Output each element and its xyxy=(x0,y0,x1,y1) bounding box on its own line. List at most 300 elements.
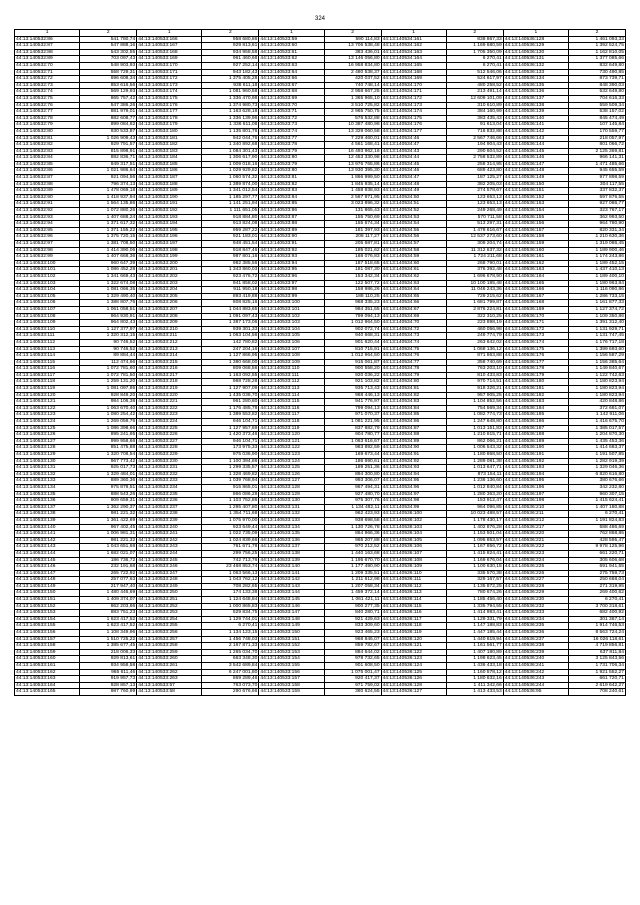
cadastral-value-cell: 249 268,49 xyxy=(446,208,503,215)
cadastral-value-cell: 927 086,77 xyxy=(568,201,625,208)
cadastral-value-cell: 1 160 578,12 xyxy=(446,669,503,676)
cadastral-value-cell: 4 561 168,41 xyxy=(324,142,381,149)
cadastral-value-cell: 964 096,85 xyxy=(446,504,503,511)
cadastral-value-cell: 1 705 350,09 xyxy=(446,49,503,56)
cadastral-number-cell: 44:13:140533:157 xyxy=(15,636,80,643)
cadastral-number-cell: 44:13:140536:146 xyxy=(503,155,568,162)
cadastral-number-cell: 44:13:140532:92 xyxy=(15,208,80,215)
table-row xyxy=(15,267,626,274)
cadastral-value-cell: 1 391 312,40 xyxy=(568,320,625,327)
cadastral-value-cell: 1 440 619,94 xyxy=(446,636,503,643)
cadastral-number-cell: 44:13:140536:172 xyxy=(503,326,568,333)
cadastral-number-cell: 44:13:140533:239 xyxy=(137,517,202,524)
cadastral-number-cell: 44:13:140534:83 xyxy=(381,399,446,406)
cadastral-number-cell: 44:13:140534:82 xyxy=(381,392,446,399)
cadastral-value-cell: 1 416 675,70 xyxy=(568,419,625,426)
cadastral-number-cell: 44:13:140533:156 xyxy=(259,669,324,676)
cadastral-number-cell: 44:13:140536:107 xyxy=(381,550,446,557)
cadastral-value-cell: 928 849,20 xyxy=(80,392,137,399)
cadastral-number-cell: 44:13:140533:192 xyxy=(137,208,202,215)
cadastral-value-cell: 428 595,47 xyxy=(568,537,625,544)
cadastral-value-cell: 1 103 752,86 xyxy=(202,498,259,505)
cadastral-number-cell: 44:13:140533:243 xyxy=(137,544,202,551)
table-row xyxy=(15,405,626,412)
cadastral-value-cell: 13 146 056,80 xyxy=(324,56,381,63)
cadastral-value-cell: 309 204,74 xyxy=(446,241,503,248)
cadastral-number-cell: 44:13:140536:195 xyxy=(503,478,568,485)
cadastral-number-cell: 44:13:140536:128 xyxy=(503,36,568,43)
cadastral-value-cell: 935 713,43 xyxy=(324,386,381,393)
cadastral-value-cell: 962 423,93 xyxy=(324,511,381,518)
cadastral-number-cell: 44:13:140536:143 xyxy=(503,135,568,142)
table-row xyxy=(15,287,626,294)
cadastral-value-cell: 949 317,51 xyxy=(80,161,137,168)
cadastral-value-cell: 964 930,91 xyxy=(80,313,137,320)
cadastral-value-cell: 1 169 680,59 xyxy=(446,43,503,50)
cadastral-value-cell: 90 746,52 xyxy=(80,346,137,353)
cadastral-number-cell: 44:13:140532:71 xyxy=(15,69,80,76)
cadastral-number-cell: 44:13:140533:139 xyxy=(259,557,324,564)
cadastral-number-cell: 44:13:140536:184 xyxy=(503,405,568,412)
cadastral-value-cell: 889 360,36 xyxy=(80,478,137,485)
cadastral-value-cell: 460 056,98 xyxy=(446,326,503,333)
cadastral-value-cell: 1 341 012,54 xyxy=(202,188,259,195)
cadastral-number-cell: 44:13:140536:149 xyxy=(503,175,568,182)
cadastral-number-cell: 44:13:140533:144 xyxy=(15,550,80,557)
cadastral-value-cell: 975 879,51 xyxy=(80,484,137,491)
cadastral-number-cell: 44:13:140533:101 xyxy=(15,267,80,274)
cadastral-number-cell: 44:13:140534:73 xyxy=(381,333,446,340)
cadastral-value-cell: 16 026 118,61 xyxy=(568,636,625,643)
cadastral-value-cell: 1 440 163,68 xyxy=(324,550,381,557)
cadastral-number-cell: 44:13:140533:196 xyxy=(137,234,202,241)
cadastral-value-cell: 1 381 708,50 xyxy=(80,241,137,248)
table-row xyxy=(15,491,626,498)
cadastral-value-cell: 1 169 676,04 xyxy=(446,557,503,564)
cadastral-value-cell: 754 569,34 xyxy=(446,405,503,412)
cadastral-number-cell: 44:13:140533:130 xyxy=(15,458,80,465)
cadastral-number-cell: 44:13:140533:205 xyxy=(137,293,202,300)
cadastral-value-cell: 1 063 670,40 xyxy=(80,405,137,412)
cadastral-value-cell: 859 782,67 xyxy=(324,643,381,650)
cadastral-value-cell: 9 978 125,96 xyxy=(568,544,625,551)
cadastral-number-cell: 44:13:140533:125 xyxy=(259,465,324,472)
cadastral-value-cell: 1 681 799,87 xyxy=(446,300,503,307)
cadastral-number-cell: 44:13:140533:164 xyxy=(15,682,80,689)
cadastral-number-cell: 44:13:140533:61 xyxy=(259,49,324,56)
cadastral-number-cell: 44:13:140534:165 xyxy=(381,62,446,69)
cadastral-number-cell: 44:13:140533:120 xyxy=(15,392,80,399)
cadastral-value-cell: 918 884,80 xyxy=(202,214,259,221)
table-row xyxy=(15,623,626,630)
cadastral-number-cell: 44:13:140533:246 xyxy=(137,564,202,571)
cadastral-value-cell: 1 436 433,18 xyxy=(446,663,503,670)
cadastral-number-cell: 44:13:140532:95 xyxy=(15,227,80,234)
cadastral-number-cell: 44:13:140534:169 xyxy=(381,76,446,83)
cadastral-number-cell: 44:13:140536:122 xyxy=(381,649,446,656)
cadastral-number-cell: 44:13:140533:201 xyxy=(137,267,202,274)
cadastral-number-cell: 44:13:140533:153 xyxy=(259,649,324,656)
cadastral-value-cell: 274 578,67 xyxy=(446,188,503,195)
cadastral-value-cell: 342 232,80 xyxy=(568,484,625,491)
cadastral-value-cell: 1 127 374,72 xyxy=(568,306,625,313)
cadastral-value-cell: 1 100 394,86 xyxy=(202,458,259,465)
cadastral-value-cell: 871 863,88 xyxy=(446,353,503,360)
cadastral-number-cell: 44:13:140533:215 xyxy=(137,359,202,366)
cadastral-value-cell: 383 435,43 xyxy=(446,115,503,122)
cadastral-value-cell: 383 436,01 xyxy=(324,49,381,56)
cadastral-number-cell: 44:13:140533:224 xyxy=(137,419,202,426)
cadastral-number-cell: 44:13:140536:110 xyxy=(381,570,446,577)
cadastral-value-cell: 761 671,78 xyxy=(202,544,259,551)
cadastral-number-cell: 44:13:140533:60 xyxy=(259,43,324,50)
cadastral-number-cell: 44:13:140533:172 xyxy=(137,76,202,83)
cadastral-value-cell: 420 848,86 xyxy=(568,399,625,406)
table-row xyxy=(15,452,626,459)
cadastral-value-cell: 1 072 781,60 xyxy=(80,366,137,373)
cadastral-value-cell: 299 756,25 xyxy=(202,550,259,557)
cadastral-value-cell: 943 182,43 xyxy=(202,69,259,76)
cadastral-number-cell: 44:13:140533:138 xyxy=(15,511,80,518)
cadastral-value-cell: 1 322 674,08 xyxy=(80,280,137,287)
cadastral-value-cell: 1 921 552,27 xyxy=(568,669,625,676)
cadastral-value-cell: 12 609 101,09 xyxy=(446,95,503,102)
cadastral-value-cell: 968 846,07 xyxy=(324,636,381,643)
cadastral-value-cell: 543 302,55 xyxy=(80,49,137,56)
cadastral-value-cell: 1 375 720,15 xyxy=(80,234,137,241)
cadastral-number-cell: 44:13:140536:133 xyxy=(503,69,568,76)
cadastral-number-cell: 44:13:140533:226 xyxy=(137,432,202,439)
cadastral-number-cell: 44:13:140534:85 xyxy=(381,412,446,419)
cadastral-number-cell: 44:13:140533:112 xyxy=(15,339,80,346)
cadastral-number-cell: 44:13:140533:217 xyxy=(137,372,202,379)
cadastral-number-cell: 44:13:140536:166 xyxy=(503,287,568,294)
cadastral-value-cell: 3 700 318,61 xyxy=(568,603,625,610)
cadastral-number-cell: 44:13:140533:170 xyxy=(137,62,202,69)
cadastral-number-cell: 44:13:140533:110 xyxy=(259,366,324,373)
cadastral-number-cell: 44:13:140536:175 xyxy=(503,346,568,353)
cadastral-number-cell: 44:13:140533:190 xyxy=(137,194,202,201)
cadastral-value-cell: 559 509,34 xyxy=(568,102,625,109)
cadastral-number-cell: 44:13:140534:51 xyxy=(381,201,446,208)
cadastral-value-cell: 310 610,89 xyxy=(446,102,503,109)
cadastral-value-cell: 1 399 693,60 xyxy=(568,346,625,353)
cadastral-number-cell: 44:13:140533:124 xyxy=(15,419,80,426)
cadastral-value-cell: 155 750,69 xyxy=(324,214,381,221)
cadastral-number-cell: 44:13:140533:218 xyxy=(137,379,202,386)
cadastral-number-cell: 44:13:140533:152 xyxy=(15,603,80,610)
cadastral-number-cell: 44:13:140533:140 xyxy=(259,564,324,571)
cadastral-value-cell: 1 012 964,50 xyxy=(324,353,381,360)
cadastral-value-cell: 1 341 669,43 xyxy=(80,273,137,280)
cadastral-value-cell: 1 149 840,67 xyxy=(568,366,625,373)
cadastral-number-cell: 44:13:140533:113 xyxy=(15,346,80,353)
cadastral-number-cell: 44:13:140532:86 xyxy=(15,168,80,175)
cadastral-number-cell: 44:13:140536:224 xyxy=(503,557,568,564)
cadastral-value-cell: 696 608,34 xyxy=(80,76,137,83)
cadastral-value-cell: 938 611,18 xyxy=(202,82,259,89)
cadastral-number-cell: 44:13:140533:221 xyxy=(137,399,202,406)
cadastral-value-cell: 1 111 651,05 xyxy=(202,208,259,215)
cadastral-value-cell: 1 013 647,71 xyxy=(446,465,503,472)
table-row xyxy=(15,630,626,637)
cadastral-value-cell: 1 081 097,86 xyxy=(80,386,137,393)
cadastral-value-cell: 1 029 929,82 xyxy=(202,168,259,175)
cadastral-number-cell: 44:13:140533:68 xyxy=(259,89,324,96)
cadastral-value-cell: 187 125,27 xyxy=(446,175,503,182)
cadastral-value-cell: 967 494,31 xyxy=(324,484,381,491)
table-row xyxy=(15,254,626,261)
cadastral-number-cell: 44:13:140534:171 xyxy=(381,89,446,96)
cadastral-value-cell: 1 623 417,52 xyxy=(80,623,137,630)
cadastral-value-cell: 538 157,02 xyxy=(568,109,625,116)
cadastral-number-cell: 44:13:140534:93 xyxy=(381,465,446,472)
cadastral-value-cell: 940 668,31 xyxy=(324,333,381,340)
cadastral-number-cell: 44:13:140534:94 xyxy=(381,471,446,478)
cadastral-value-cell: 984 106,38 xyxy=(80,399,137,406)
cadastral-value-cell: 524 617,97 xyxy=(446,76,503,83)
cadastral-number-cell: 44:13:140533:106 xyxy=(15,300,80,307)
cadastral-value-cell: 1 006 543,32 xyxy=(446,445,503,452)
table-row xyxy=(15,148,626,155)
cadastral-value-cell: 1 127 907,09 xyxy=(202,386,259,393)
cadastral-number-cell: 44:13:140536:157 xyxy=(503,227,568,234)
cadastral-number-cell: 44:13:140533:108 xyxy=(15,313,80,320)
table-row xyxy=(15,531,626,538)
cadastral-value-cell: 6 270,41 xyxy=(202,623,259,630)
cadastral-number-cell: 44:13:140532:86 xyxy=(15,36,80,43)
cadastral-number-cell: 44:13:140533:140 xyxy=(15,524,80,531)
table-row xyxy=(15,306,626,313)
cadastral-number-cell: 44:13:140533:149 xyxy=(15,583,80,590)
cadastral-number-cell: 44:13:140532:89 xyxy=(15,56,80,63)
table-row xyxy=(15,109,626,116)
table-row xyxy=(15,333,626,340)
cadastral-number-cell: 44:13:140536:182 xyxy=(503,392,568,399)
cadastral-value-cell: 958 680,86 xyxy=(202,36,259,43)
cadastral-number-cell: 44:13:140533:102 xyxy=(15,273,80,280)
cadastral-number-cell: 44:13:140536:243 xyxy=(503,676,568,683)
cadastral-value-cell: 1 161 561,77 xyxy=(446,643,503,650)
cadastral-value-cell: 921 094,56 xyxy=(80,175,137,182)
cadastral-value-cell: 1 163 628,18 xyxy=(202,109,259,116)
cadastral-number-cell: 44:13:140533:200 xyxy=(137,260,202,267)
cadastral-value-cell: 1 177 490,90 xyxy=(324,564,381,571)
cadastral-number-cell: 44:13:140533:62 xyxy=(259,56,324,63)
cadastral-number-cell: 44:13:140533:82 xyxy=(259,181,324,188)
cadastral-number-cell: 44:13:140533:182 xyxy=(137,142,202,149)
cadastral-number-cell: 44:13:140536:226 xyxy=(503,570,568,577)
cadastral-value-cell: 895 241,65 xyxy=(80,432,137,439)
cadastral-number-cell: 44:13:140536:222 xyxy=(503,544,568,551)
cadastral-value-cell: 1 402 876,28 xyxy=(446,524,503,531)
cadastral-value-cell: 961 460,68 xyxy=(202,56,259,63)
cadastral-value-cell: 1 043 651,68 xyxy=(80,544,137,551)
cadastral-number-cell: 44:13:140534:161 xyxy=(381,36,446,43)
cadastral-value-cell: 250 668,04 xyxy=(568,577,625,584)
cadastral-value-cell: 1 866 999,50 xyxy=(324,175,381,182)
cadastral-number-cell: 44:13:140536:124 xyxy=(381,663,446,670)
cadastral-number-cell: 44:13:140533:155 xyxy=(15,623,80,630)
cadastral-value-cell: 1 127 866,95 xyxy=(202,353,259,360)
cadastral-number-cell: 44:13:140533:150 xyxy=(259,630,324,637)
cadastral-number-cell: 44:13:140533:98 xyxy=(259,287,324,294)
cadastral-number-cell: 44:13:140533:245 xyxy=(137,557,202,564)
cadastral-value-cell: 558 729,31 xyxy=(80,69,137,76)
table-row xyxy=(15,142,626,149)
cadastral-value-cell: 945 655,59 xyxy=(568,168,625,175)
cadastral-value-cell: 893 419,88 xyxy=(202,293,259,300)
cadastral-value-cell: 799 094,13 xyxy=(324,313,381,320)
cadastral-value-cell: 763 073,70 xyxy=(202,682,259,689)
cadastral-number-cell: 44:13:140533:133 xyxy=(259,517,324,524)
cadastral-value-cell: 1 420 373,46 xyxy=(202,432,259,439)
cadastral-number-cell: 44:13:140533:92 xyxy=(259,247,324,254)
cadastral-number-cell: 44:13:140536:108 xyxy=(381,557,446,564)
cadastral-number-cell: 44:13:140532:87 xyxy=(15,175,80,182)
cadastral-number-cell: 44:13:140533:173 xyxy=(137,82,202,89)
cadastral-number-cell: 44:13:140533:203 xyxy=(137,280,202,287)
cadastral-number-cell: 44:13:140534:64 xyxy=(381,287,446,294)
cadastral-value-cell: 3 542 689,84 xyxy=(202,663,259,670)
cadastral-value-cell: 964 780,90 xyxy=(568,221,625,228)
cadastral-number-cell: 44:13:140533:129 xyxy=(259,491,324,498)
table-row xyxy=(15,386,626,393)
cadastral-number-cell: 44:13:140536:141 xyxy=(503,122,568,129)
cadastral-value-cell: 1 289 081,38 xyxy=(446,458,503,465)
table-row xyxy=(15,597,626,604)
cadastral-number-cell: 44:13:140533:137 xyxy=(259,544,324,551)
cadastral-number-cell: 44:13:140533:255 xyxy=(137,623,202,630)
cadastral-value-cell: 915 865,01 xyxy=(202,484,259,491)
cadastral-number-cell: 44:13:140533:127 xyxy=(15,438,80,445)
cadastral-value-cell: 851 475,88 xyxy=(80,445,137,452)
cadastral-number-cell: 44:13:140533:139 xyxy=(15,517,80,524)
cadastral-value-cell: 923 649,44 xyxy=(202,524,259,531)
table-row xyxy=(15,122,626,129)
cadastral-value-cell: 16 958 834,80 xyxy=(324,62,381,69)
cadastral-number-cell: 44:13:140533:86 xyxy=(259,208,324,215)
cadastral-number-cell: 44:13:140533:263 xyxy=(137,676,202,683)
cadastral-value-cell: 920 036,22 xyxy=(324,372,381,379)
cadastral-value-cell: 1 185 456,40 xyxy=(446,597,503,604)
cadastral-number-cell: 44:13:140533:251 xyxy=(137,597,202,604)
cadastral-value-cell: 934 958,58 xyxy=(202,49,259,56)
table-row xyxy=(15,353,626,360)
cadastral-value-cell: 984 351,55 xyxy=(324,306,381,313)
cadastral-value-cell: 661 720,71 xyxy=(568,676,625,683)
cadastral-number-cell: 44:13:140533:69 xyxy=(259,95,324,102)
cadastral-number-cell: 44:13:140533:179 xyxy=(137,122,202,129)
cadastral-number-cell: 44:13:140533:242 xyxy=(137,537,202,544)
table-row xyxy=(15,326,626,333)
cadastral-number-cell: 44:13:140534:81 xyxy=(381,386,446,393)
table-row xyxy=(15,399,626,406)
cadastral-number-cell: 44:13:140533:107 xyxy=(259,346,324,353)
table-row xyxy=(15,346,626,353)
cadastral-value-cell: 929 813,61 xyxy=(80,656,137,663)
cadastral-value-cell: 1 063 104,56 xyxy=(202,333,259,340)
table-row xyxy=(15,550,626,557)
cadastral-number-cell: 44:13:140533:142 xyxy=(15,537,80,544)
table-row xyxy=(15,432,626,439)
cadastral-number-cell: 44:13:140533:132 xyxy=(259,511,324,518)
cadastral-number-cell: 44:13:140536:170 xyxy=(503,313,568,320)
cadastral-number-cell: 44:13:140532:98 xyxy=(15,247,80,254)
cadastral-value-cell: 91 613,04 xyxy=(446,122,503,129)
cadastral-value-cell: 964 802,43 xyxy=(80,320,137,327)
cadastral-number-cell: 44:13:140536:118 xyxy=(381,623,446,630)
cadastral-number-cell: 44:13:140533:81 xyxy=(259,175,324,182)
cadastral-value-cell: 142 780,82 xyxy=(202,339,259,346)
table-row xyxy=(15,300,626,307)
table-row xyxy=(15,392,626,399)
cadastral-value-cell: 1 731 706,34 xyxy=(568,663,625,670)
cadastral-number-cell: 44:13:140536:169 xyxy=(503,306,568,313)
cadastral-number-cell: 44:13:140534:163 xyxy=(381,49,446,56)
cadastral-number-cell: 44:13:140533:165 xyxy=(15,689,80,696)
cadastral-number-cell: 44:13:140533:175 xyxy=(137,95,202,102)
cadastral-number-cell: 44:13:140536:189 xyxy=(503,438,568,445)
column-header: 2 xyxy=(446,30,503,37)
cadastral-number-cell: 44:13:140536:181 xyxy=(503,386,568,393)
column-header: 2 xyxy=(202,30,259,37)
cadastral-value-cell: 921 103,82 xyxy=(324,379,381,386)
cadastral-number-cell: 44:13:140533:233 xyxy=(137,478,202,485)
cadastral-number-cell: 44:13:140534:79 xyxy=(381,372,446,379)
cadastral-value-cell: 1 180 823,94 xyxy=(568,379,625,386)
cadastral-number-cell: 44:13:140534:86 xyxy=(381,419,446,426)
cadastral-value-cell: 1 180 868,50 xyxy=(446,452,503,459)
cadastral-value-cell: 691 941,55 xyxy=(568,564,625,571)
cadastral-number-cell: 44:13:140533:189 xyxy=(137,188,202,195)
cadastral-value-cell: 742 713,76 xyxy=(202,557,259,564)
cadastral-value-cell: 1 623 417,52 xyxy=(80,616,137,623)
cadastral-value-cell: 1 147 188,83 xyxy=(446,623,503,630)
cadastral-value-cell: 213 491,14 xyxy=(446,89,503,96)
cadastral-value-cell: 268 790,01 xyxy=(446,260,503,267)
cadastral-number-cell: 44:13:140533:143 xyxy=(15,544,80,551)
table-row xyxy=(15,293,626,300)
cadastral-value-cell: 881 979,01 xyxy=(80,109,137,116)
cadastral-number-cell: 44:13:140533:148 xyxy=(259,616,324,623)
cadastral-value-cell: 258 314,95 xyxy=(446,161,503,168)
cadastral-number-cell: 44:13:140533:262 xyxy=(137,669,202,676)
cadastral-value-cell: 809 068,56 xyxy=(202,366,259,373)
cadastral-number-cell: 44:13:140533:146 xyxy=(259,603,324,610)
cadastral-number-cell: 44:13:140536:177 xyxy=(503,359,568,366)
cadastral-value-cell: 123 653,13 xyxy=(446,194,503,201)
cadastral-value-cell: 513 297,31 xyxy=(446,221,503,228)
cadastral-number-cell: 44:13:140533:214 xyxy=(137,353,202,360)
cadastral-value-cell: 921 183,01 xyxy=(202,234,259,241)
cadastral-value-cell: 1 130 726,78 xyxy=(324,524,381,531)
cadastral-value-cell: 929 791,57 xyxy=(80,142,137,149)
cadastral-value-cell: 1 180 823,94 xyxy=(568,386,625,393)
cadastral-number-cell: 44:13:140536:151 xyxy=(503,188,568,195)
cadastral-number-cell: 44:13:140536:176 xyxy=(503,353,568,360)
cadastral-value-cell: 1 389 874,00 xyxy=(202,181,259,188)
cadastral-value-cell: 12 537 273,60 xyxy=(446,234,503,241)
cadastral-value-cell: 780 674,26 xyxy=(446,590,503,597)
cadastral-value-cell: 808 825,16 xyxy=(202,300,259,307)
cadastral-number-cell: 44:13:140534:88 xyxy=(381,432,446,439)
cadastral-value-cell: 704 616,33 xyxy=(568,95,625,102)
cadastral-value-cell: 1 174 243,86 xyxy=(568,254,625,261)
table-header-row xyxy=(15,30,626,37)
cadastral-number-cell: 44:13:140533:145 xyxy=(259,597,324,604)
table-row xyxy=(15,175,626,182)
